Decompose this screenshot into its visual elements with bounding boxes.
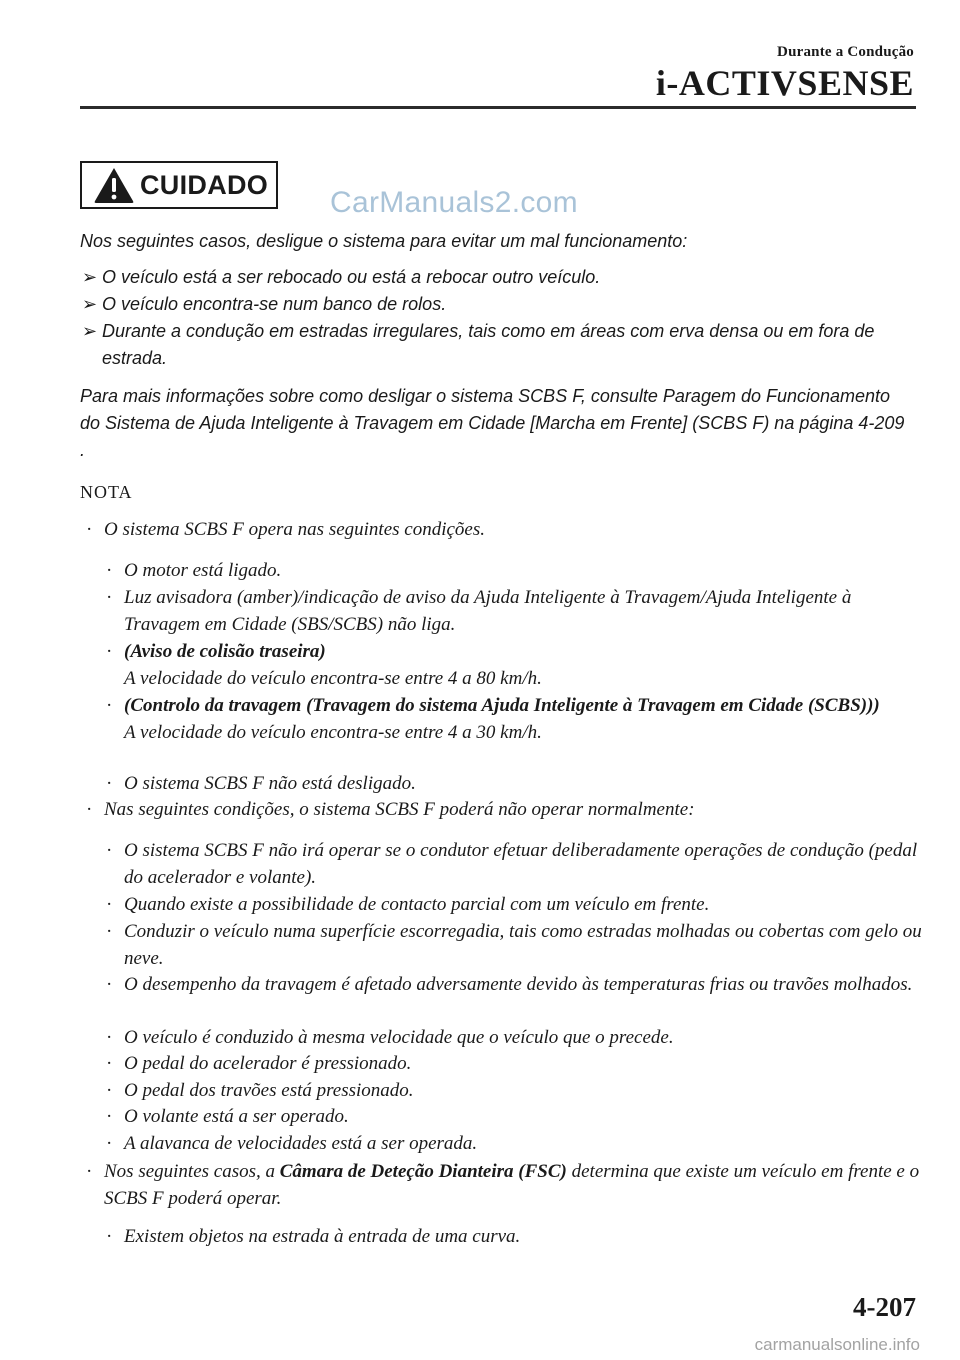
note-item	[86, 796, 924, 823]
note-subitem	[106, 1077, 924, 1104]
page-header	[656, 44, 914, 103]
bullet-dot-icon: ·	[106, 1106, 113, 1127]
page-number: 4-207	[853, 1292, 916, 1322]
note-subitem	[106, 918, 924, 972]
bullet-dot-icon: ·	[106, 1080, 113, 1101]
warning-triangle-icon	[92, 165, 136, 205]
bullet-dot-icon: ·	[106, 921, 113, 942]
note-subitem-text: O desempenho da travagem é afetado adversamente devido às temperaturas frias ou travões molhados.	[124, 974, 913, 995]
note-item-text: determina que existe um veículo em frente e o SCBS F poderá operar.	[104, 1161, 920, 1209]
caution-item-text: O veículo está a ser rebocado ou está a rebocar outro veículo.	[102, 267, 601, 287]
note-subitem-text: A velocidade do veículo encontra-se entre 4 a 30 km/h.	[124, 722, 542, 743]
note-title: NOTA	[80, 482, 133, 502]
note-subitem	[106, 1223, 924, 1250]
bullet-dot-icon: ·	[106, 894, 113, 915]
caution-item	[82, 318, 922, 372]
note-subitem-text: Quando existe a possibilidade de contacto parcial com um veículo em frente.	[124, 894, 710, 915]
note-subitem	[106, 692, 924, 746]
bullet-dot-icon: ·	[106, 974, 113, 995]
note-subitem-text: Existem objetos na estrada à entrada de uma curva.	[124, 1226, 521, 1247]
bullet-dot-icon: ·	[86, 1161, 93, 1182]
note-item-text: Nos seguintes casos, a	[104, 1161, 280, 1182]
caution-label: CUIDADO	[140, 169, 269, 200]
arrow-bullet-icon: ➢	[82, 294, 98, 314]
watermark-text: CarManuals2.com	[330, 186, 578, 219]
bullet-dot-icon: ·	[86, 799, 93, 820]
note-subitem-text: O pedal dos travões está pressionado.	[124, 1080, 414, 1101]
note-subitem-text: Luz avisadora (amber)/indicação de aviso da Ajuda Inteligente à Travagem/Ajuda Inteligente à Travagem em Cidade (SBS/SCBS) não liga.	[124, 587, 852, 635]
note-subitem	[106, 638, 924, 692]
note-subitem	[106, 1024, 924, 1051]
section-title: Durante a Condução	[777, 44, 914, 60]
note-item-bold: Câmara de Deteção Dianteira (FSC)	[279, 1161, 567, 1182]
footer-watermark: carmanualsonline.info	[754, 1335, 920, 1354]
note-subitem-heading: (Controlo da travagem (Travagem do sistema Ajuda Inteligente à Travagem em Cidade (SCBS)))	[124, 695, 880, 716]
note-subitem	[106, 891, 924, 918]
note-subitem	[106, 1130, 924, 1157]
note-item-text: O sistema SCBS F opera nas seguintes condições.	[104, 519, 486, 540]
caution-item-text: O veículo encontra-se num banco de rolos.	[102, 294, 447, 314]
bullet-dot-icon: ·	[106, 641, 113, 662]
note-subitem	[106, 584, 924, 638]
note-subitem	[106, 1103, 924, 1130]
note-subitem-text: A alavanca de velocidades está a ser operada.	[124, 1133, 478, 1154]
note-subitem	[106, 770, 924, 797]
note-subitem-text: O motor está ligado.	[124, 560, 282, 581]
caution-more-info: Para mais informações sobre como desligar o sistema SCBS F, consulte Paragem do Funcionamento do Sistema de Ajuda Inteligente à Travagem em Cidade [Marcha em Frente] (SCBS F) na página 4-209 .	[80, 386, 905, 460]
bullet-dot-icon: ·	[106, 695, 113, 716]
caution-box	[80, 161, 278, 209]
caution-intro: Nos seguintes casos, desligue o sistema para evitar um mal funcionamento:	[80, 231, 688, 251]
bullet-dot-icon: ·	[106, 560, 113, 581]
note-subitem-heading: (Aviso de colisão traseira)	[124, 641, 326, 662]
arrow-bullet-icon: ➢	[82, 267, 98, 287]
header-rule	[80, 106, 916, 109]
note-subitem-text: O volante está a ser operado.	[124, 1106, 349, 1127]
note-subitem-text: O sistema SCBS F não está desligado.	[124, 773, 416, 794]
note-subitem-text: O sistema SCBS F não irá operar se o condutor efetuar deliberadamente operações de condução (pedal do acelerador e volante).	[124, 840, 918, 888]
bullet-dot-icon: ·	[86, 519, 93, 540]
bullet-dot-icon: ·	[106, 1053, 113, 1074]
note-item	[86, 1158, 924, 1212]
bullet-dot-icon: ·	[106, 773, 113, 794]
note-item	[86, 516, 924, 543]
note-subitem-text: O veículo é conduzido à mesma velocidade que o veículo que o precede.	[124, 1027, 674, 1048]
note-subitem	[106, 1050, 924, 1077]
note-subitem	[106, 837, 924, 891]
note-subitem-text: O pedal do acelerador é pressionado.	[124, 1053, 412, 1074]
bullet-dot-icon: ·	[106, 1133, 113, 1154]
arrow-bullet-icon: ➢	[82, 321, 98, 341]
note-subitem	[106, 557, 924, 584]
note-item-text: Nas seguintes condições, o sistema SCBS F poderá não operar normalmente:	[104, 799, 695, 820]
caution-item-text: Durante a condução em estradas irregulares, tais como em áreas com erva densa ou em fora de estrada.	[102, 321, 875, 368]
bullet-dot-icon: ·	[106, 840, 113, 861]
note-subitem-text: A velocidade do veículo encontra-se entre 4 a 80 km/h.	[124, 668, 542, 689]
note-subitem-text: Conduzir o veículo numa superfície escorregadia, tais como estradas molhadas ou cobertas com gelo ou neve.	[124, 921, 922, 969]
bullet-dot-icon: ·	[106, 587, 113, 608]
caution-item	[82, 264, 922, 291]
bullet-dot-icon: ·	[106, 1027, 113, 1048]
chapter-title: i-ACTIVSENSE	[655, 63, 914, 103]
bullet-dot-icon: ·	[106, 1226, 113, 1247]
note-subitem	[106, 971, 924, 998]
caution-item	[82, 291, 922, 318]
